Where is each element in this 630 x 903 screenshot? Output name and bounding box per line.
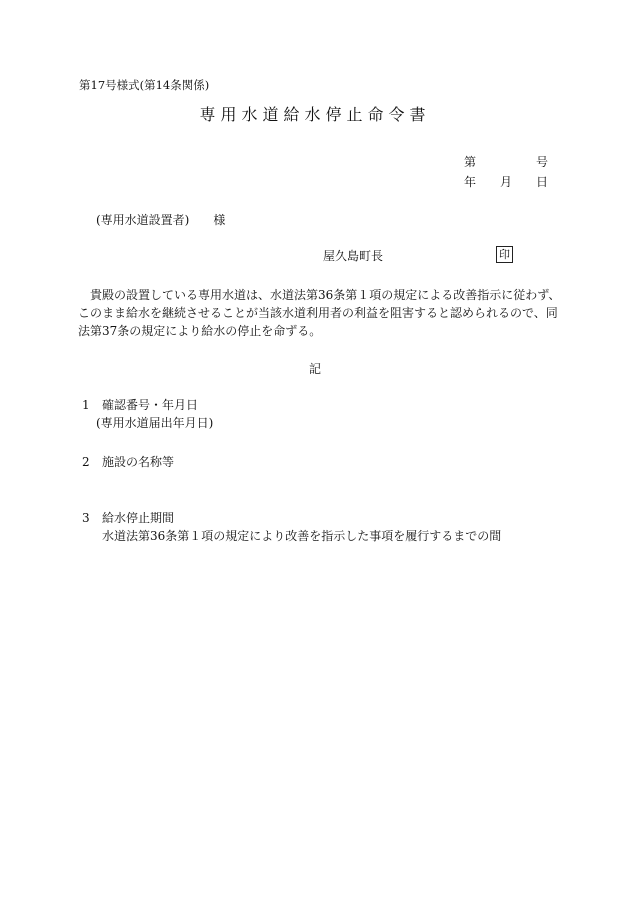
item-3-number: 3 xyxy=(82,511,90,525)
date-month-label: 月 xyxy=(500,175,513,189)
date-year-label: 年 xyxy=(464,175,477,189)
seal-mark: 印 xyxy=(496,246,513,263)
item-1-label: 確認番号・年月日 xyxy=(102,398,199,412)
item-2-label: 施設の名称等 xyxy=(102,455,175,469)
item-1-sub: (専用水道届出年月日) xyxy=(96,416,214,430)
body-line-2: このまま給水を継続させることが当該水道利用者の利益を阻害すると認められるので、同 xyxy=(78,306,558,320)
item-2-number: 2 xyxy=(82,455,90,469)
ki-heading: 記 xyxy=(308,362,321,376)
number-label: 第 xyxy=(464,155,477,169)
item-3-sub: 水道法第36条第１項の規定により改善を指示した事項を履行するまでの間 xyxy=(102,529,502,543)
body-line-3: 法第37条の規定により給水の停止を命ずる。 xyxy=(78,324,322,338)
date-day-label: 日 xyxy=(536,175,549,189)
addressee-honorific: 様 xyxy=(213,213,226,227)
body-line-1: 貴殿の設置している専用水道は、水道法第36条第１項の規定による改善指示に従わず、 xyxy=(90,288,561,302)
document-title: 専用水道給水停止命令書 xyxy=(199,105,431,124)
item-3-label: 給水停止期間 xyxy=(102,511,175,525)
issuer-name: 屋久島町長 xyxy=(323,249,384,263)
number-suffix: 号 xyxy=(536,155,549,169)
item-1-number: 1 xyxy=(82,398,90,412)
form-number: 第17号様式(第14条関係) xyxy=(79,78,210,92)
addressee-name: (専用水道設置者) xyxy=(96,213,190,227)
addressee-line xyxy=(96,214,225,226)
